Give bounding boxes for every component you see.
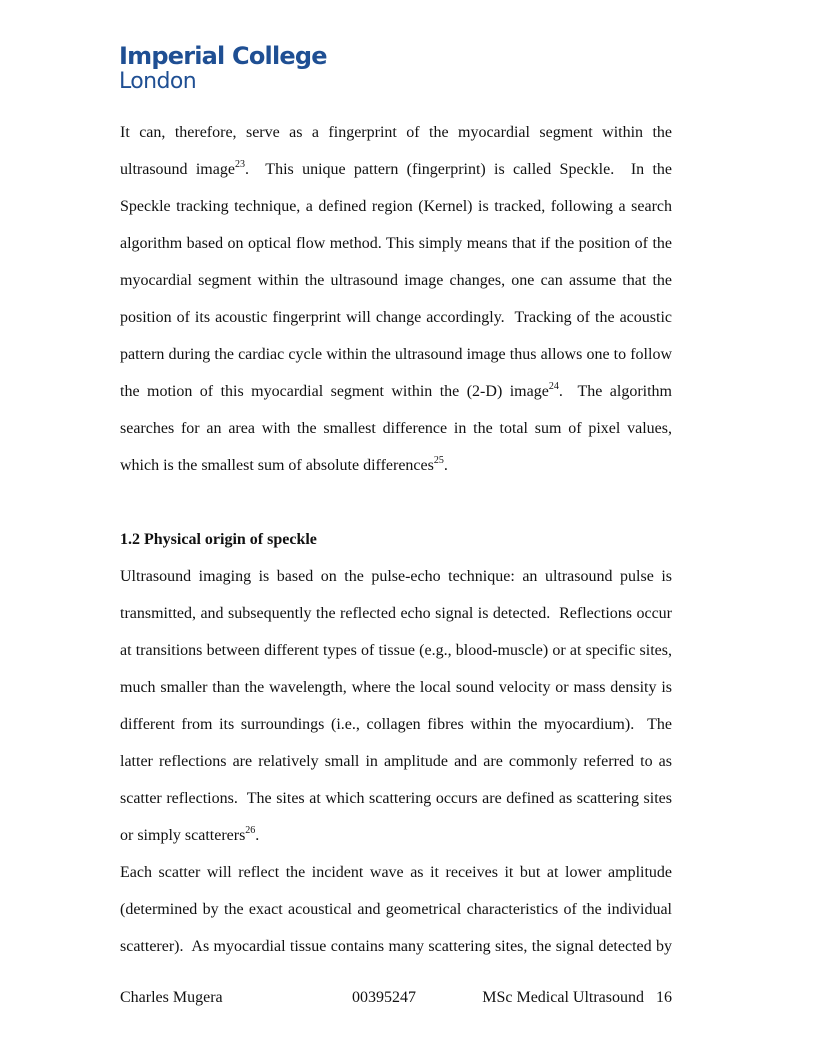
p1-line: pattern during the cardiac cycle within the ultrasound image thus allows one to follow (120, 346, 672, 363)
logo-line-2: London (119, 69, 197, 94)
p3-line: (determined by the exact acoustical and geometrical characteristics of the individual (120, 901, 672, 918)
p1-line: searches for an area with the smallest difference in the total sum of pixel values, (120, 420, 672, 437)
p1-line: which is the smallest sum of absolute differences$^{25}$. (120, 455, 448, 474)
p1-line: ultrasound image$^{23}$. This unique pattern (fingerprint) is called Speckle. In the (120, 159, 672, 178)
p3-line: Each scatter will reflect the incident wave as it receives it but at lower amplitude (120, 864, 672, 881)
footer-author: Charles Mugera (120, 989, 223, 1006)
p2-line: Ultrasound imaging is based on the pulse-echo technique: an ultrasound pulse is (120, 568, 672, 585)
imperial-college-logo (119, 44, 327, 94)
p2-line: much smaller than the wavelength, where the local sound velocity or mass density is (120, 679, 672, 696)
page-footer (120, 989, 672, 1011)
p1-line: It can, therefore, serve as a fingerprint of the myocardial segment within the (120, 124, 672, 141)
p2-line: transmitted, and subsequently the reflected echo signal is detected. Reflections occur (120, 605, 672, 622)
p2-line: latter reflections are relatively small in amplitude and are commonly referred to as (120, 753, 672, 770)
footer-course-page: MSc Medical Ultrasound 16 (482, 989, 672, 1006)
p2-line: different from its surroundings (i.e., collagen fibres within the myocardium). The (120, 716, 672, 733)
citation-superscript: 23 (234, 159, 245, 170)
p2-line: or simply scatterers$^{26}$. (120, 825, 260, 844)
p2-line: scatter reflections. The sites at which scattering occurs are defined as scattering sites (120, 790, 672, 807)
p1-line: algorithm based on optical flow method. This simply means that if the position of the (120, 235, 672, 252)
footer-student-id: 00395247 (352, 989, 416, 1006)
spacer (120, 484, 672, 521)
citation-superscript: 25 (433, 455, 444, 466)
p1-line: Speckle tracking technique, a defined region (Kernel) is tracked, following a search (120, 198, 672, 215)
p2-line: at transitions between different types of tissue (e.g., blood-muscle) or at specific sites, (120, 642, 672, 659)
citation-superscript: 26 (245, 825, 256, 836)
section-heading: 1.2 Physical origin of speckle (120, 531, 317, 548)
p3-line: scatterer). As myocardial tissue contains many scattering sites, the signal detected by (120, 938, 672, 955)
p1-line: the motion of this myocardial segment within the (2-D) image$^{24}$. The algorithm (120, 381, 672, 400)
citation-superscript: 24 (548, 381, 559, 392)
logo-line-1: Imperial College (119, 42, 327, 70)
p1-line: position of its acoustic fingerprint will change accordingly. Tracking of the acoustic (120, 309, 672, 326)
page-body (120, 114, 672, 965)
p1-line: myocardial segment within the ultrasound image changes, one can assume that the (120, 272, 672, 289)
